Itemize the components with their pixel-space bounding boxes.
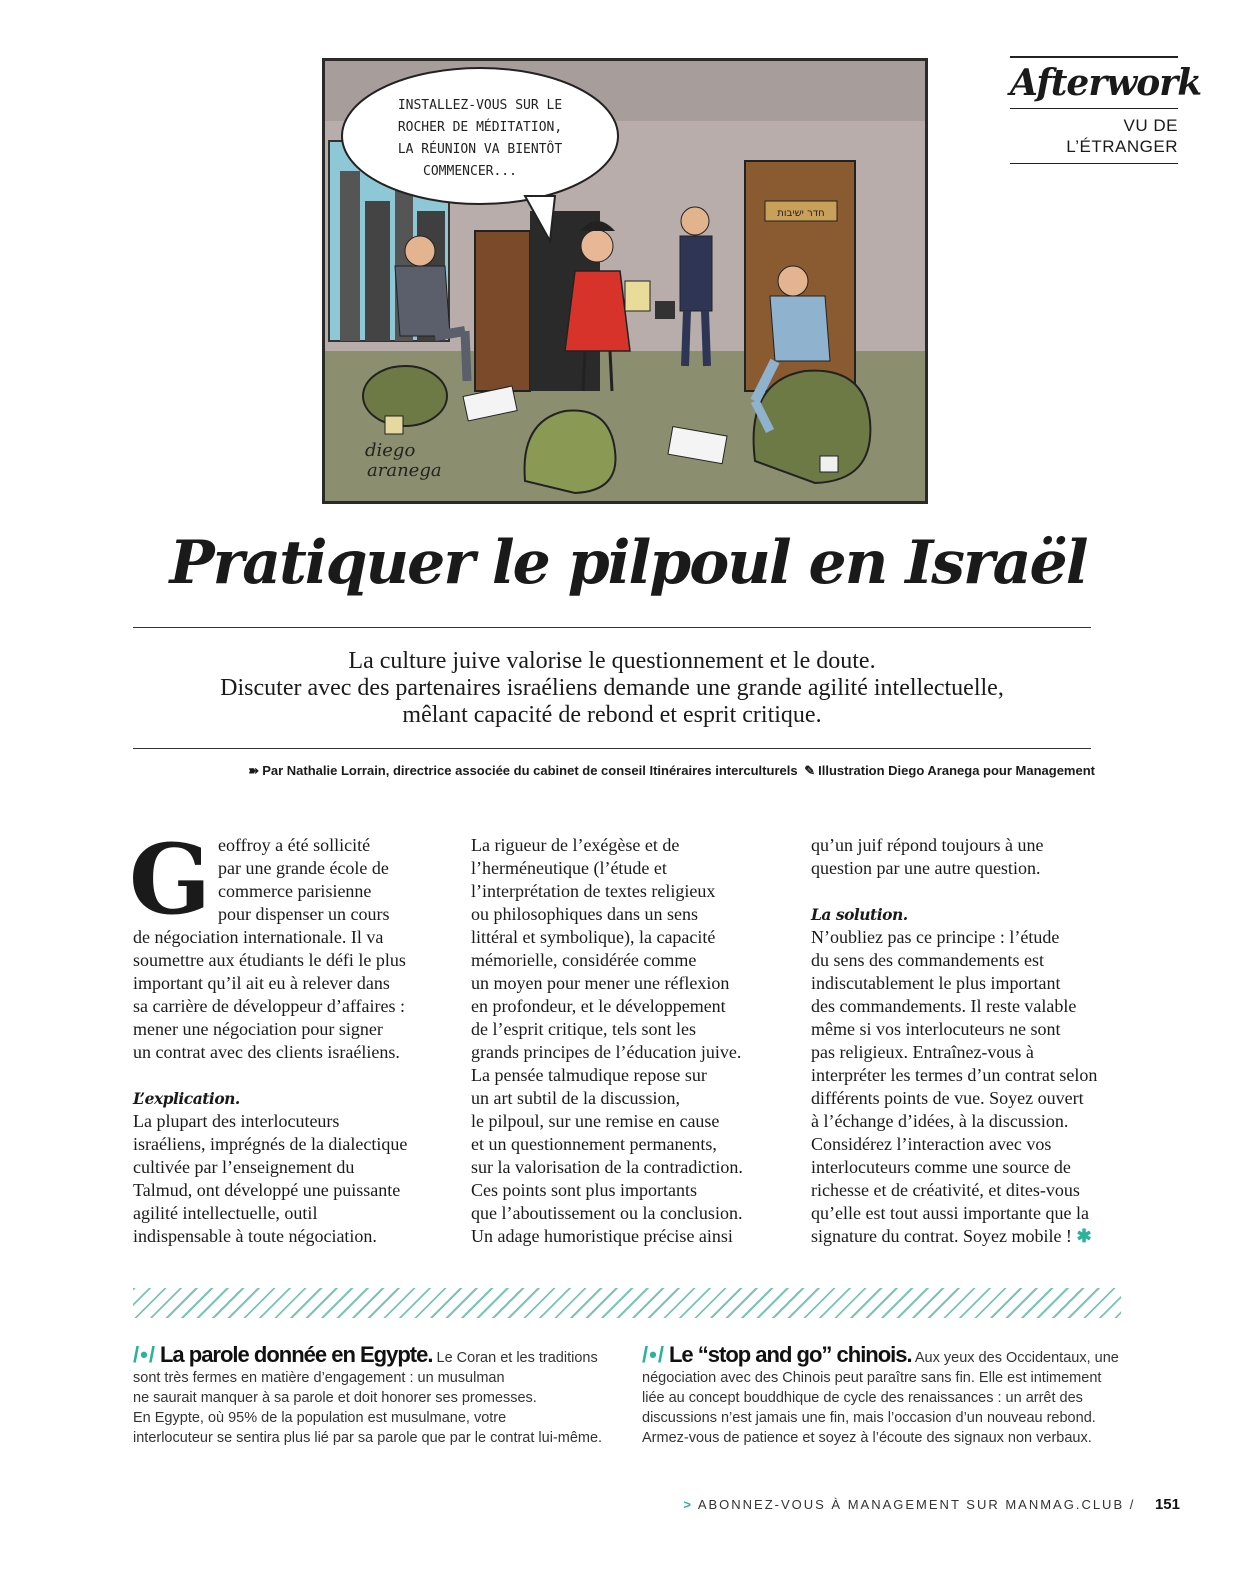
standfirst-divider [133, 748, 1091, 749]
body-line: grands principes de l’éducation juive. [471, 1042, 742, 1062]
body-line: le pilpoul, sur une remise en cause [471, 1111, 720, 1131]
standfirst-line-2: Discuter avec des partenaires israéliens demande une grande agilité intellectuelle, [220, 675, 1004, 701]
section-header [1010, 56, 1202, 164]
body-line: sa carrière de développeur d’affaires : [133, 996, 406, 1016]
body-line: interlocuteurs comme une source de [811, 1157, 1071, 1177]
body-line: question par une autre question. [811, 858, 1041, 878]
body-line: par une grande école de [218, 858, 389, 878]
body-line: en profondeur, et le développement [471, 996, 726, 1016]
byline-illustration: Illustration Diego Aranega pour Management [818, 763, 1095, 778]
body-line: du sens des commandements est [811, 950, 1044, 970]
body-line: l’interprétation de textes religieux [471, 881, 716, 901]
slash-dot-icon: /•/ [642, 1342, 665, 1367]
standfirst [133, 648, 1091, 729]
body-line: des commandements. Il reste valable [811, 996, 1077, 1016]
signature-line-1: diego [365, 440, 416, 461]
body-line: un moyen pour mener une réflexion [471, 973, 730, 993]
hatched-separator [133, 1288, 1121, 1318]
body-line: N’oubliez pas ce principe : l’étude [811, 927, 1060, 947]
article-column-2 [471, 834, 781, 1248]
box-line: Aux yeux des Occidentaux, une [914, 1350, 1119, 1366]
subscribe-link[interactable]: ABONNEZ-VOUS À MANAGEMENT SUR MANMAG.CLUB / [697, 1497, 1136, 1512]
standfirst-line-3: mêlant capacité de rebond et esprit critique. [402, 702, 822, 728]
page-footer [660, 1496, 1180, 1513]
body-line: cultivée par l’enseignement du [133, 1157, 355, 1177]
body-line: commerce parisienne [218, 881, 372, 901]
section-title: Afterwork [1010, 62, 1202, 104]
box-line: liée au concept bouddhique de cycle des renaissances : un arrêt des [642, 1390, 1083, 1406]
article-headline: Pratiquer le pilpoul en Israël [169, 528, 1087, 598]
box-line: En Egypte, où 95% de la population est musulmane, votre [133, 1410, 507, 1426]
box-line: Le Coran et les traditions [436, 1350, 598, 1366]
slash-dot-icon: /•/ [133, 1342, 156, 1367]
body-line: qu’elle est tout aussi importante que la [811, 1203, 1089, 1223]
body-line: israéliens, imprégnés de la dialectique [133, 1134, 408, 1154]
box-line: interlocuteur se sentira plus lié par sa parole que par le contrat lui-même. [133, 1430, 603, 1446]
body-line: à l’échange d’idées, à la discussion. [811, 1111, 1069, 1131]
bubble-line-2: ROCHER DE MÉDITATION, [397, 120, 563, 135]
body-line: Talmud, ont développé une puissante [133, 1180, 401, 1200]
bubble-line-4: COMMENCER... [423, 164, 517, 179]
body-line: indispensable à toute négociation. [133, 1226, 377, 1246]
subheading-solution: La solution. [811, 905, 908, 924]
body-line: pour dispenser un cours [218, 904, 390, 924]
body-line: Considérez l’interaction avec vos [811, 1134, 1052, 1154]
sidebar-box-egypt [133, 1342, 613, 1448]
body-line-last [811, 1225, 1131, 1248]
last-line-text: signature du contrat. Soyez mobile ! [811, 1226, 1072, 1246]
section-subtitle-line-1: VU DE [1123, 116, 1178, 135]
door-sign: חדר ישיבות [777, 208, 825, 219]
chevron-right-icon: > [683, 1497, 693, 1512]
body-line: La plupart des interlocuteurs [133, 1111, 340, 1131]
signature-line-2: aranega [367, 460, 442, 481]
pen-arrow-icon: ➽ [248, 763, 260, 778]
article-column-1 [129, 823, 445, 1248]
sidebar-box-china [642, 1342, 1122, 1448]
box-line: discussions n’est jamais une fin, mais l’occasion d’un nouveau rebond. [642, 1410, 1096, 1426]
box-line: Armez-vous de patience et soyez à l’écoute des signaux non verbaux. [642, 1430, 1092, 1446]
body-line: différents points de vue. Soyez ouvert [811, 1088, 1084, 1108]
standfirst-line-1: La culture juive valorise le questionnement et le doute. [348, 648, 876, 674]
section-divider-bottom [1010, 163, 1178, 164]
byline [133, 763, 1095, 779]
body-line: indiscutablement le plus important [811, 973, 1061, 993]
box-title: La parole donnée en Egypte. [159, 1342, 433, 1367]
body-line: sur la valorisation de la contradiction. [471, 1157, 743, 1177]
body-line: pas religieux. Entraînez-vous à [811, 1042, 1034, 1062]
subheading-explanation: L’explication. [133, 1089, 240, 1108]
box-line: négociation avec des Chinois peut paraître sans fin. Elle est intimement [642, 1370, 1102, 1386]
body-line: littéral et symbolique), la capacité [471, 927, 716, 947]
body-line: mémorielle, considérée comme [471, 950, 697, 970]
body-line: interpréter les termes d’un contrat selon [811, 1065, 1098, 1085]
body-line: soumettre aux étudiants le défi le plus [133, 950, 406, 970]
box-title: Le “stop and go” chinois. [668, 1342, 912, 1367]
end-mark-icon: ✱ [1076, 1226, 1092, 1246]
section-subtitle-line-2: L’ÉTRANGER [1066, 137, 1178, 156]
body-line: l’herméneutique (l’étude et [471, 858, 667, 878]
bubble-line-1: INSTALLEZ-VOUS SUR LE [397, 98, 563, 113]
body-line: important qu’il ait eu à relever dans [133, 973, 390, 993]
page-number: 151 [1154, 1496, 1180, 1513]
bubble-line-3: LA RÉUNION VA BIENTÔT [397, 142, 563, 157]
pencil-icon: ✎ [804, 763, 816, 778]
body-line: eoffroy a été sollicité [218, 835, 371, 855]
body-line: même si vos interlocuteurs ne sont [811, 1019, 1061, 1039]
body-line: de l’esprit critique, tels sont les [471, 1019, 696, 1039]
section-divider [1010, 108, 1178, 109]
body-line: et un questionnement permanents, [471, 1134, 717, 1154]
body-line: agilité intellectuelle, outil [133, 1203, 318, 1223]
box-line: ne saurait manquer à sa parole et doit honorer ses promesses. [133, 1390, 537, 1406]
body-line: que l’aboutissement ou la conclusion. [471, 1203, 743, 1223]
body-line: La pensée talmudique repose sur [471, 1065, 707, 1085]
byline-author: Par Nathalie Lorrain, directrice associée du cabinet de conseil Itinéraires interculturels [262, 763, 798, 778]
body-line: mener une négociation pour signer [133, 1019, 383, 1039]
body-line: Un adage humoristique précise ainsi [471, 1226, 733, 1246]
body-line: un contrat avec des clients israéliens. [133, 1042, 400, 1062]
section-subtitle [1010, 115, 1178, 157]
body-line: richesse et de créativité, et dites-vous [811, 1180, 1080, 1200]
body-line: de négociation internationale. Il va [133, 927, 384, 947]
body-line: qu’un juif répond toujours à une [811, 835, 1044, 855]
article-column-3 [811, 834, 1131, 1248]
body-line: un art subtil de la discussion, [471, 1088, 680, 1108]
body-line: ou philosophiques dans un sens [471, 904, 698, 924]
box-line: sont très fermes en matière d’engagement : un musulman [133, 1370, 505, 1386]
headline-divider [133, 627, 1091, 628]
cartoon-illustration [322, 58, 928, 504]
dropcap: G [129, 823, 211, 936]
body-line: La rigueur de l’exégèse et de [471, 835, 680, 855]
body-line: Ces points sont plus importants [471, 1180, 698, 1200]
cartoon-svg [325, 61, 925, 501]
